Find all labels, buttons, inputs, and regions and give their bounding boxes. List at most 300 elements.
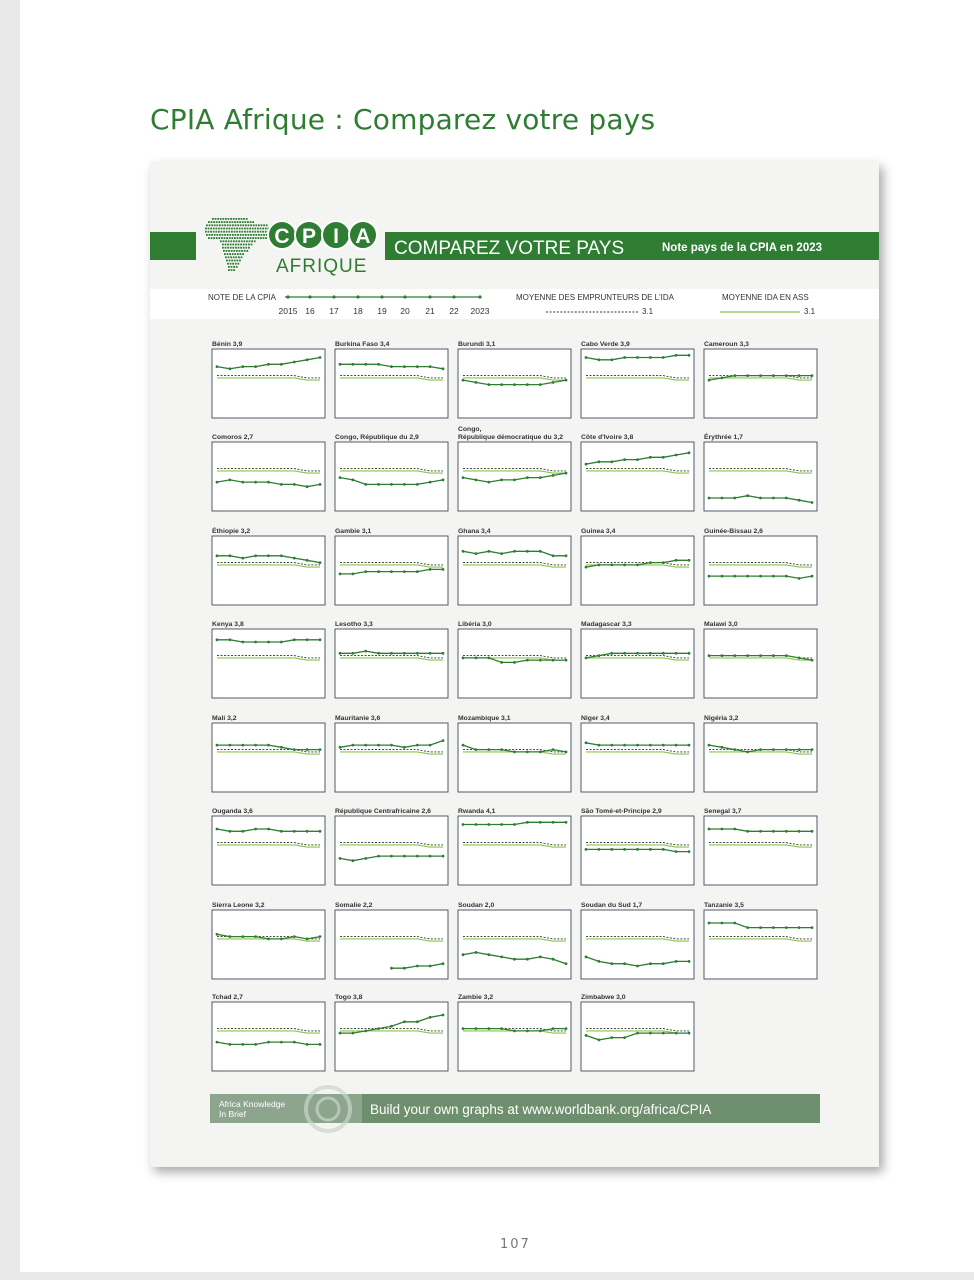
cpia-point xyxy=(416,965,419,968)
legend-ida-value: 3.1 xyxy=(642,307,654,316)
cpia-point xyxy=(306,559,309,562)
country-panel xyxy=(335,528,448,605)
panel-frame xyxy=(581,1002,694,1071)
cpia-point xyxy=(306,485,309,488)
country-label: Comoros 2,7 xyxy=(212,434,254,441)
cpia-point xyxy=(306,638,309,641)
cpia-point xyxy=(623,962,626,965)
map-dot xyxy=(226,250,228,252)
country-panel xyxy=(458,808,571,885)
map-dot xyxy=(221,221,223,223)
panel-frame xyxy=(335,1002,448,1071)
cpia-point xyxy=(636,965,639,968)
map-dot xyxy=(251,244,253,246)
panel-frame xyxy=(458,536,571,605)
document-page xyxy=(20,0,974,1272)
map-dot xyxy=(265,237,267,239)
map-dot xyxy=(255,234,257,236)
cpia-point xyxy=(649,456,652,459)
map-dot xyxy=(255,237,257,239)
map-dot xyxy=(236,240,238,242)
cpia-point xyxy=(585,356,588,359)
map-dot xyxy=(229,234,231,236)
country-label: Congo, République du 2,9 xyxy=(335,434,419,441)
map-dot xyxy=(209,224,211,226)
panel-frame xyxy=(704,816,817,885)
cpia-point xyxy=(585,566,588,569)
logo-letter: C xyxy=(274,225,290,248)
cpia-point xyxy=(746,654,749,657)
map-dot xyxy=(245,224,247,226)
cpia-point xyxy=(662,652,665,655)
map-dot xyxy=(233,269,235,271)
cpia-point xyxy=(267,641,270,644)
cpia-point xyxy=(254,935,257,938)
map-dot xyxy=(220,218,222,220)
cpia-point xyxy=(552,821,555,824)
panel-frame xyxy=(704,349,817,418)
cpia-point xyxy=(649,744,652,747)
country-label: Sierra Leone 3,2 xyxy=(212,902,265,909)
map-dot xyxy=(216,221,218,223)
cpia-point xyxy=(293,748,296,751)
map-dot xyxy=(227,253,229,255)
map-dot xyxy=(218,221,220,223)
cpia-point xyxy=(462,823,465,826)
cpia-point xyxy=(280,363,283,366)
country-panels xyxy=(212,341,817,1071)
cpia-point xyxy=(267,1041,270,1044)
map-dot xyxy=(246,240,248,242)
country-panel xyxy=(335,994,448,1071)
cpia-point xyxy=(306,358,309,361)
country-panel xyxy=(458,426,571,511)
map-dot xyxy=(228,250,230,252)
cpia-point xyxy=(267,744,270,747)
cpia-point xyxy=(513,751,516,754)
cpia-point xyxy=(688,850,691,853)
cpia-point xyxy=(675,354,678,357)
map-dot xyxy=(254,231,256,233)
cpia-point xyxy=(462,744,465,747)
cpia-point xyxy=(811,659,814,662)
footer-url-text[interactable]: Build your own graphs at www.worldbank.org/africa/CPIA xyxy=(370,1102,712,1117)
cpia-point xyxy=(487,657,490,660)
map-dot xyxy=(237,224,239,226)
cpia-point xyxy=(319,830,322,833)
cpia-point xyxy=(306,1043,309,1046)
cpia-point xyxy=(610,460,613,463)
map-dot xyxy=(260,228,262,230)
cpia-point xyxy=(610,848,613,851)
cpia-point xyxy=(675,559,678,562)
cpia-point xyxy=(229,744,232,747)
panel-frame xyxy=(458,1002,571,1071)
map-dot xyxy=(216,224,218,226)
map-dot xyxy=(232,263,234,265)
country-panel xyxy=(212,994,325,1071)
map-dot xyxy=(208,221,210,223)
cpia-point xyxy=(487,953,490,956)
cpia-point xyxy=(267,481,270,484)
cpia-point xyxy=(649,356,652,359)
cpia-point xyxy=(339,573,342,576)
cpia-point xyxy=(280,938,283,941)
legend-year: 20 xyxy=(400,306,410,316)
map-dot xyxy=(261,234,263,236)
cpia-point xyxy=(513,823,516,826)
cpia-point xyxy=(254,554,257,557)
map-dot xyxy=(257,228,259,230)
country-label: Soudan 2,0 xyxy=(458,902,495,909)
cpia-point xyxy=(500,956,503,959)
cpia-point xyxy=(293,638,296,641)
map-dot xyxy=(231,260,233,262)
map-dot xyxy=(243,218,245,220)
cpia-point xyxy=(442,1014,445,1017)
map-dot xyxy=(226,221,228,223)
cpia-point xyxy=(772,575,775,578)
cpia-point xyxy=(636,652,639,655)
country-label: République Centrafricaine 2,6 xyxy=(335,808,431,815)
legend-year: 17 xyxy=(329,306,339,316)
cpia-point xyxy=(721,828,724,831)
cpia-point xyxy=(352,652,355,655)
map-dot xyxy=(257,231,259,233)
cpia-point xyxy=(721,922,724,925)
cpia-point xyxy=(811,926,814,929)
cpia-point xyxy=(241,744,244,747)
cpia-point xyxy=(390,570,393,573)
map-dot xyxy=(236,231,238,233)
cpia-point xyxy=(733,748,736,751)
cpia-point xyxy=(500,1027,503,1030)
cpia-point xyxy=(500,661,503,664)
cpia-point xyxy=(721,575,724,578)
panel-frame xyxy=(458,723,571,792)
cpia-point xyxy=(319,483,322,486)
cpia-point xyxy=(649,848,652,851)
cpia-point xyxy=(785,497,788,500)
country-label: Rwanda 4,1 xyxy=(458,808,496,815)
map-dot xyxy=(246,218,248,220)
cpia-point xyxy=(598,460,601,463)
country-label: Tchad 2,7 xyxy=(212,994,243,1001)
cpia-point xyxy=(475,748,478,751)
cpia-point xyxy=(403,855,406,858)
cpia-point xyxy=(526,751,529,754)
country-label: Somalie 2,2 xyxy=(335,902,373,909)
cpia-point xyxy=(254,481,257,484)
map-dot xyxy=(241,256,243,258)
map-dot xyxy=(234,228,236,230)
footer-brand-line1: Africa Knowledge xyxy=(219,1099,286,1109)
map-dot xyxy=(229,237,231,239)
map-dot xyxy=(218,231,220,233)
cpia-point xyxy=(416,744,419,747)
map-dot xyxy=(233,266,235,268)
cpia-point xyxy=(662,744,665,747)
map-dot xyxy=(221,228,223,230)
country-panel xyxy=(212,621,325,698)
cpia-point xyxy=(688,451,691,454)
cpia-point xyxy=(636,848,639,851)
map-dot xyxy=(228,231,230,233)
cpia-point xyxy=(708,922,711,925)
cpia-point xyxy=(442,367,445,370)
cpia-point xyxy=(675,454,678,457)
cpia-point xyxy=(241,935,244,938)
cpia-point xyxy=(649,652,652,655)
legend-marker xyxy=(428,295,431,298)
map-dot xyxy=(226,260,228,262)
map-dot xyxy=(232,244,234,246)
country-label: Lesotho 3,3 xyxy=(335,621,373,628)
map-dot xyxy=(237,253,239,255)
cpia-point xyxy=(539,550,542,553)
map-dot xyxy=(226,237,228,239)
cpia-point xyxy=(746,374,749,377)
country-panel xyxy=(335,434,448,511)
map-dot xyxy=(236,228,238,230)
cpia-point xyxy=(772,497,775,500)
map-dot xyxy=(252,237,254,239)
legend-year: 2015 xyxy=(278,306,298,316)
map-dot xyxy=(243,247,245,249)
cpia-point xyxy=(429,1016,432,1019)
cpia-point xyxy=(487,383,490,386)
cpia-point xyxy=(462,953,465,956)
cpia-point xyxy=(229,479,232,482)
cpia-point xyxy=(772,926,775,929)
map-dot xyxy=(227,244,229,246)
cpia-point xyxy=(267,554,270,557)
panel-frame xyxy=(581,442,694,511)
cpia-point xyxy=(552,554,555,557)
cpia-point xyxy=(280,830,283,833)
map-dot xyxy=(260,237,262,239)
country-label: Niger 3,4 xyxy=(581,715,610,722)
cpia-point xyxy=(403,365,406,368)
map-dot xyxy=(236,260,238,262)
banner-title: COMPAREZ VOTRE PAYS xyxy=(394,238,625,259)
cpia-point xyxy=(636,356,639,359)
country-label: Ouganda 3,6 xyxy=(212,808,253,815)
cpia-point xyxy=(500,552,503,555)
legend-marker xyxy=(380,295,383,298)
cpia-point xyxy=(759,575,762,578)
cpia-point xyxy=(539,476,542,479)
cpia-point xyxy=(662,1032,665,1035)
country-panel xyxy=(212,902,325,979)
cpia-point xyxy=(293,935,296,938)
cpia-point xyxy=(721,377,724,380)
legend-year: 18 xyxy=(353,306,363,316)
cpia-point xyxy=(675,652,678,655)
country-label: Bénin 3,9 xyxy=(212,341,243,348)
country-label: Cabo Verde 3,9 xyxy=(581,341,630,348)
cpia-point xyxy=(216,638,219,641)
legend-years xyxy=(279,306,490,316)
map-dot xyxy=(215,231,217,233)
map-dot xyxy=(206,234,208,236)
map-dot xyxy=(222,218,224,220)
cpia-point xyxy=(772,654,775,657)
cpia-point xyxy=(513,383,516,386)
legend-ida-label: MOYENNE DES EMPRUNTEURS DE L'IDA xyxy=(516,293,674,302)
country-panel xyxy=(704,715,817,792)
map-dot xyxy=(228,218,230,220)
footer-banner xyxy=(210,1087,820,1131)
cpia-point xyxy=(623,848,626,851)
map-dot xyxy=(211,221,213,223)
country-label: Senegal 3,7 xyxy=(704,808,742,815)
cpia-point xyxy=(339,652,342,655)
cpia-point xyxy=(352,363,355,366)
cpia-point xyxy=(513,479,516,482)
cpia-point xyxy=(539,956,542,959)
map-dot xyxy=(236,266,238,268)
cpia-point xyxy=(649,1032,652,1035)
map-dot xyxy=(242,253,244,255)
country-label: Malawi 3,0 xyxy=(704,621,738,628)
cpia-point xyxy=(552,474,555,477)
map-dot xyxy=(216,234,218,236)
cpia-point xyxy=(364,857,367,860)
map-dot xyxy=(218,237,220,239)
cpia-point xyxy=(280,641,283,644)
country-label: Togo 3,8 xyxy=(335,994,363,1001)
cpia-point xyxy=(241,1043,244,1046)
cpia-point xyxy=(462,550,465,553)
panel-frame xyxy=(212,442,325,511)
country-label: Mauritanie 3,6 xyxy=(335,715,381,722)
cpia-point xyxy=(293,557,296,560)
cpia-point xyxy=(229,638,232,641)
map-dot xyxy=(242,237,244,239)
map-dot xyxy=(235,247,237,249)
map-dot xyxy=(240,244,242,246)
cpia-point xyxy=(339,363,342,366)
logo-letter: A xyxy=(355,225,371,248)
cpia-point xyxy=(636,458,639,461)
country-panel xyxy=(335,621,448,698)
map-dot xyxy=(249,228,251,230)
cpia-point xyxy=(377,483,380,486)
country-panel xyxy=(458,994,571,1071)
map-dot xyxy=(231,231,233,233)
map-dot xyxy=(234,253,236,255)
cpia-point xyxy=(319,638,322,641)
map-dot xyxy=(239,260,241,262)
map-dot xyxy=(237,221,239,223)
map-dot xyxy=(262,231,264,233)
map-dot xyxy=(250,234,252,236)
panel-frame xyxy=(458,442,571,511)
map-dot xyxy=(244,237,246,239)
map-dot xyxy=(226,231,228,233)
map-dot xyxy=(255,224,257,226)
cpia-point xyxy=(254,744,257,747)
page-heading: CPIA Afrique : Comparez votre pays xyxy=(150,103,656,136)
legend-marker xyxy=(356,295,359,298)
map-dot xyxy=(222,244,224,246)
cpia-point xyxy=(798,926,801,929)
cpia-point xyxy=(500,748,503,751)
map-dot xyxy=(238,244,240,246)
country-label: São Tomé-et-Principe 2,9 xyxy=(581,808,662,815)
legend-cpia-label: NOTE DE LA CPIA xyxy=(208,293,277,302)
cpia-point xyxy=(319,1043,322,1046)
cpia-point xyxy=(785,926,788,929)
cpia-point xyxy=(675,744,678,747)
cpia-point xyxy=(487,748,490,751)
map-dot xyxy=(222,247,224,249)
cpia-point xyxy=(759,830,762,833)
cpia-point xyxy=(798,748,801,751)
map-dot xyxy=(222,224,224,226)
map-dot xyxy=(254,228,256,230)
cpia-point xyxy=(733,497,736,500)
cpia-point xyxy=(280,746,283,749)
map-dot xyxy=(263,224,265,226)
map-dot xyxy=(216,237,218,239)
country-label: Tanzanie 3,5 xyxy=(704,902,744,909)
map-dot xyxy=(221,231,223,233)
cpia-point xyxy=(688,960,691,963)
cpia-point xyxy=(759,748,762,751)
map-dot xyxy=(265,228,267,230)
map-dot xyxy=(263,234,265,236)
cpia-point xyxy=(565,1027,568,1030)
panel-frame xyxy=(581,910,694,979)
cpia-point xyxy=(526,958,529,961)
country-label: Kenya 3,8 xyxy=(212,621,244,628)
cpia-point xyxy=(403,483,406,486)
map-dot xyxy=(225,247,227,249)
cpia-point xyxy=(390,967,393,970)
cpia-point xyxy=(229,554,232,557)
cpia-point xyxy=(636,564,639,567)
cpia-point xyxy=(539,1030,542,1033)
map-dot xyxy=(227,224,229,226)
cpia-point xyxy=(662,561,665,564)
cpia-point xyxy=(598,654,601,657)
cpia-point xyxy=(565,554,568,557)
cpia-point xyxy=(241,365,244,368)
cpia-point xyxy=(811,748,814,751)
legend-marker xyxy=(332,295,335,298)
cpia-point xyxy=(500,383,503,386)
map-dot xyxy=(219,234,221,236)
map-dot xyxy=(220,240,222,242)
cpia-point xyxy=(216,744,219,747)
map-dot xyxy=(224,234,226,236)
map-dot xyxy=(208,237,210,239)
map-dot xyxy=(231,266,233,268)
cpia-point xyxy=(306,830,309,833)
map-dot xyxy=(242,221,244,223)
cpia-point xyxy=(377,652,380,655)
cpia-point xyxy=(733,828,736,831)
map-dot xyxy=(233,218,235,220)
map-dot xyxy=(245,247,247,249)
map-dot xyxy=(237,237,239,239)
map-dot xyxy=(233,240,235,242)
cpia-point xyxy=(552,381,555,384)
cpia-point xyxy=(688,1032,691,1035)
map-dot xyxy=(254,240,256,242)
